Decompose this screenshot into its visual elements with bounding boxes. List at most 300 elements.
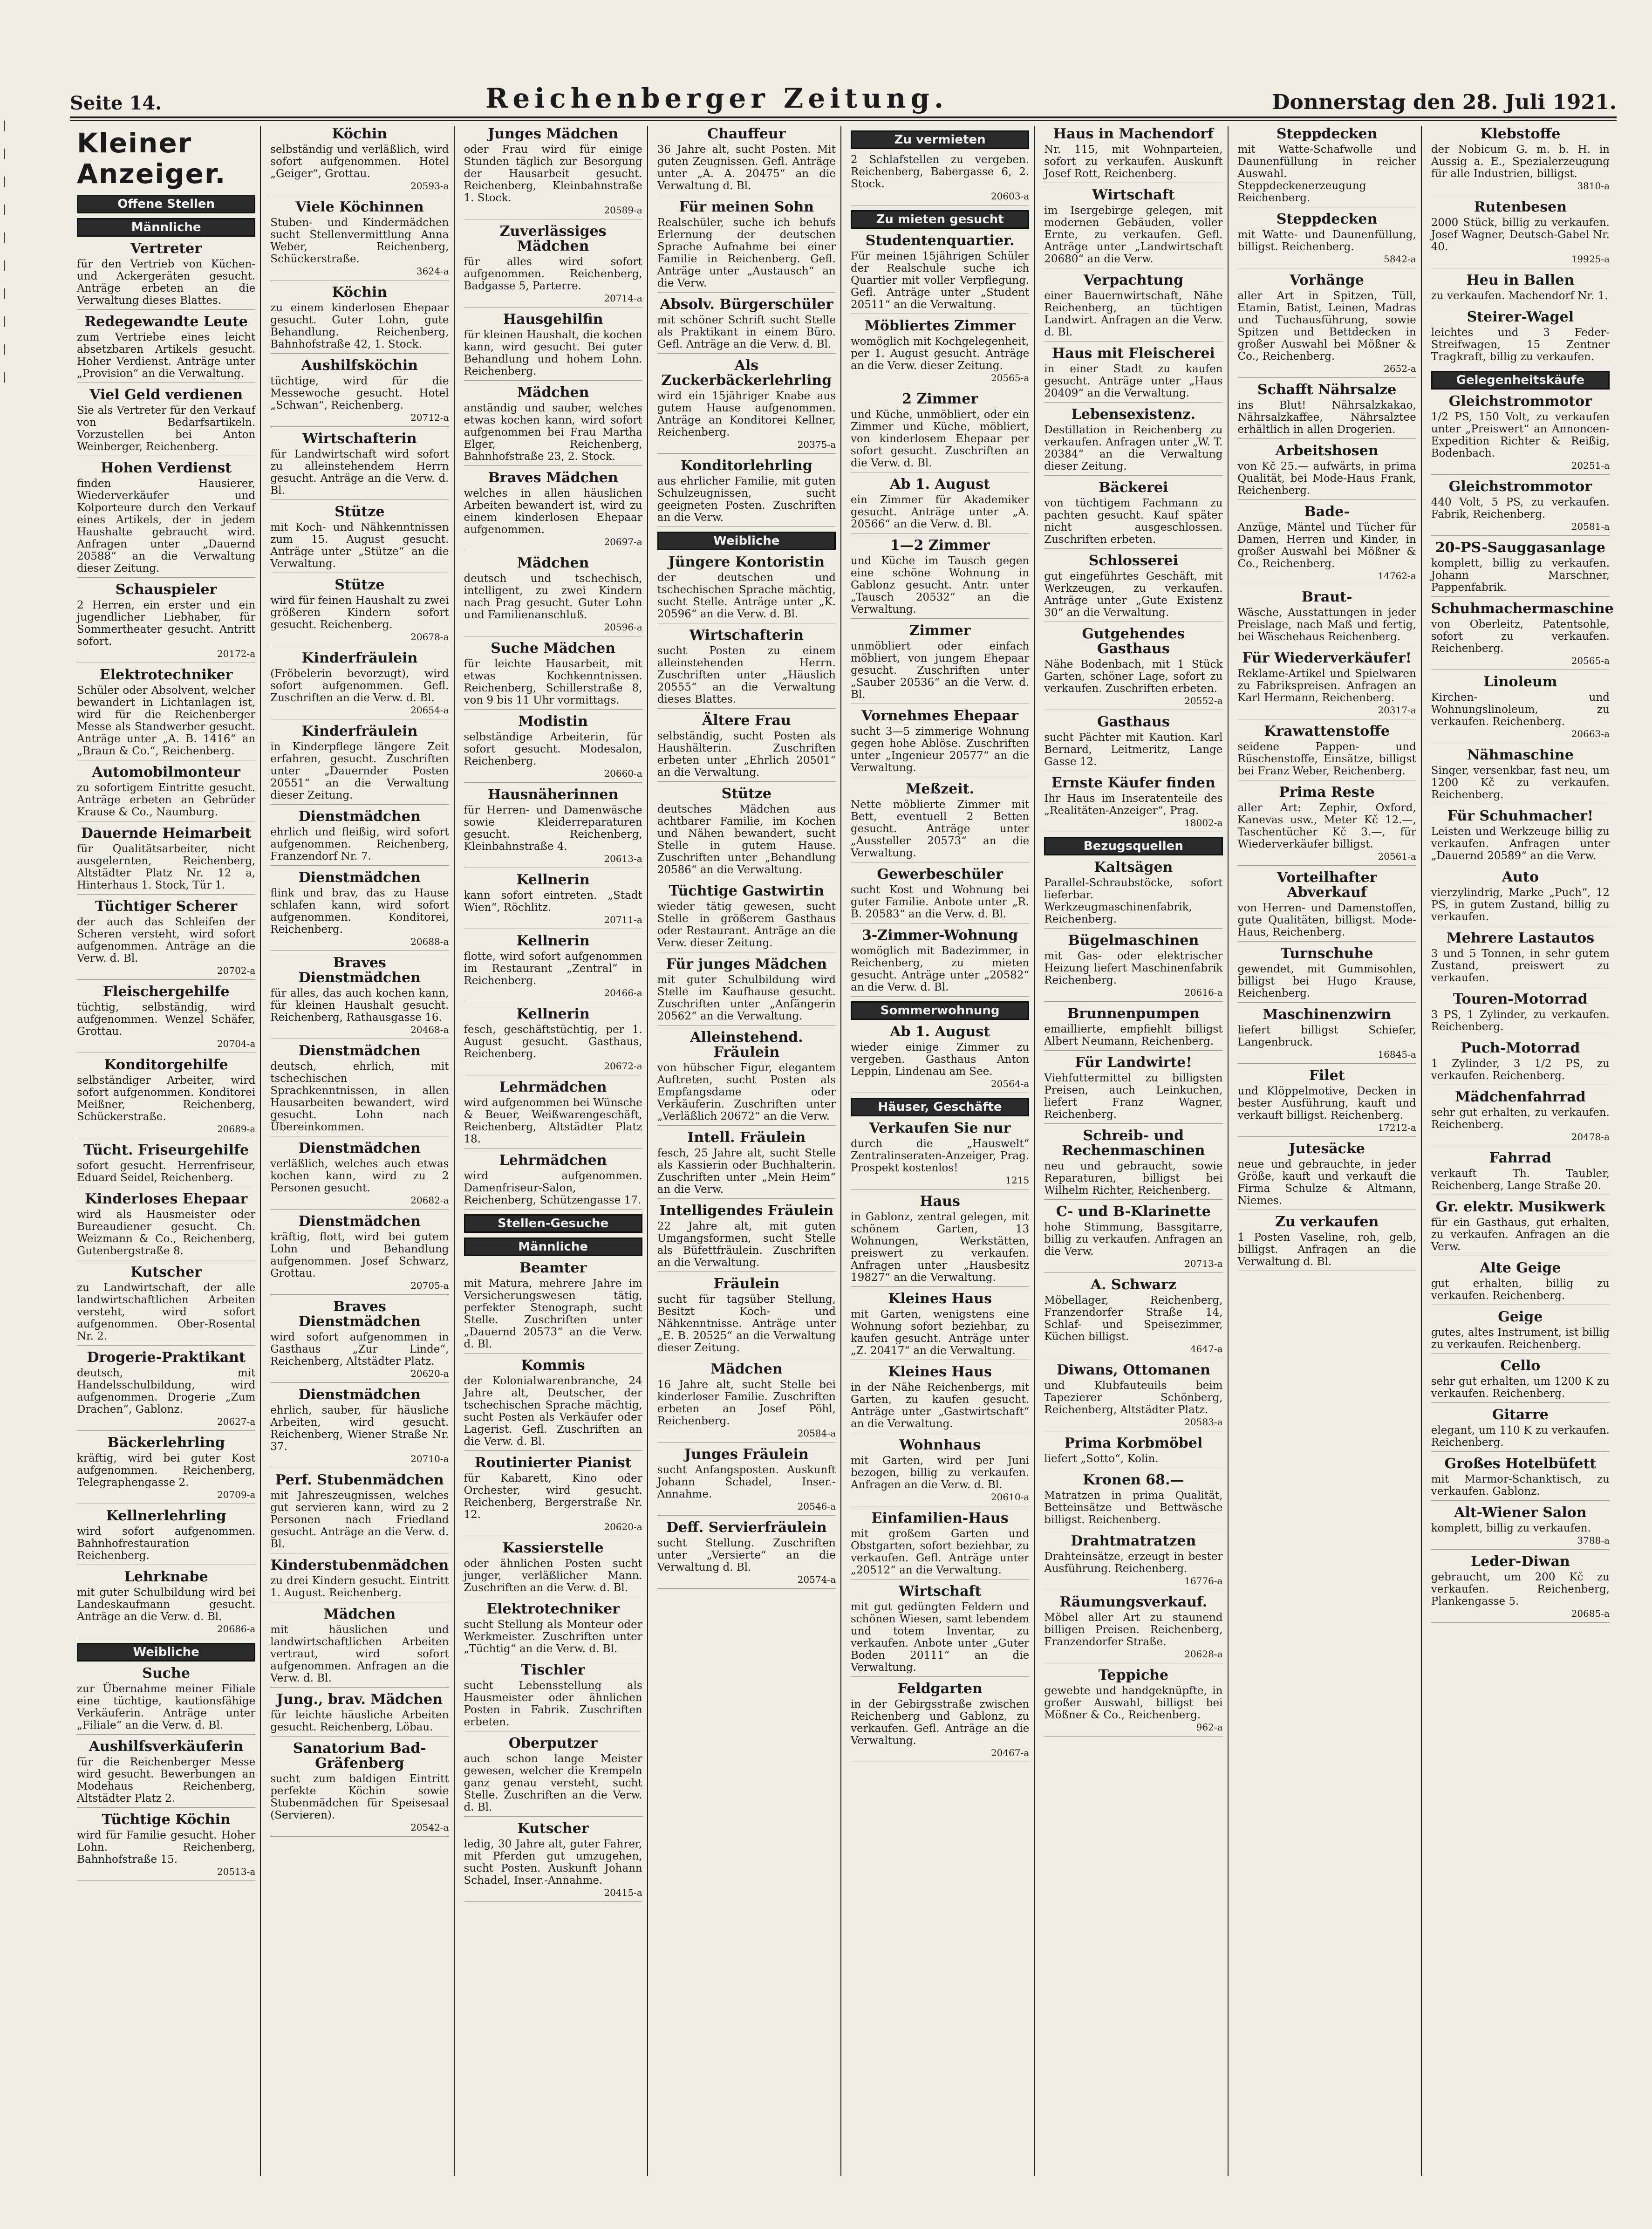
ad-code: 16776-a: [1184, 1575, 1223, 1586]
ad-body: zu Landwirtschaft, der alle landwirtschaftlichen Arbeiten versteht, wird sofort aufgenommen. Ober-Rosental Nr. 2.: [77, 1282, 256, 1342]
ad-body: mit gut gedüngten Feldern und schönen Wiesen, samt lebendem und totem Inventar, zu verkaufen. Anbote unter „Guter Boden 20111“ an die Verwaltung.: [851, 1601, 1030, 1674]
ad-title: Vornehmes Ehepaar: [861, 708, 1018, 724]
ad-body: für Qualitätsarbeiter, nicht ausgelernten, Reichenberg, Altstädter Platz Nr. 12 a, Hinterhaus 1. Stock, Tür 1.: [77, 843, 256, 891]
ad-title: Einfamilien-Haus: [871, 1510, 1009, 1526]
classified-ad: [1431, 1456, 1610, 1501]
classified-ad: [1044, 554, 1222, 622]
ad-body: Ihr Haus im Inseratenteile des „Realitäten-Anzeiger“, Prag.: [1044, 793, 1223, 817]
section-heading: Offene Stellen: [77, 195, 255, 213]
classified-ad: [1431, 601, 1614, 670]
ad-code: 20478-a: [1571, 1131, 1610, 1142]
ad-code: 20565-a: [1571, 655, 1610, 666]
ad-title: Braut-: [1301, 589, 1352, 605]
ad-title: Auto: [1502, 869, 1539, 885]
classified-ad: [270, 1141, 449, 1210]
ad-title: Gleichstrommotor: [1448, 393, 1592, 410]
ad-title: Elektrotechniker: [486, 1601, 620, 1617]
column: [1233, 126, 1422, 2176]
ad-body: ins Blut! Nährsalzkakao, Nährsalzkaffee, Nährsalztee erhältlich in allen Drogerien.: [1237, 399, 1416, 436]
column: [653, 126, 841, 2176]
ad-title: Kronen 68.—: [1083, 1472, 1184, 1488]
ad-body: Nähe Bodenbach, mit 1 Stück Garten, schöner Lage, sofort zu verkaufen. Zuschriften erbeten.: [1044, 658, 1223, 695]
classified-ad: [1044, 1595, 1222, 1663]
ad-title: Jung., brav. Mädchen: [276, 1691, 443, 1708]
classified-ad: [1431, 1151, 1610, 1195]
classified-ad: [1431, 540, 1610, 597]
classified-ad: [77, 899, 255, 980]
ad-body: 440 Volt, 5 PS, zu verkaufen. Fabrik, Reichenberg.: [1431, 496, 1610, 520]
ad-columns: [72, 126, 1614, 2176]
ad-title: Modistin: [518, 713, 588, 730]
ad-title: Gr. elektr. Musikwerk: [1435, 1199, 1605, 1215]
ad-code: 19925-a: [1571, 253, 1610, 265]
ad-title: Lehrmädchen: [499, 1079, 607, 1095]
ad-title: Haus: [920, 1193, 960, 1210]
classified-ad: [1044, 1534, 1222, 1590]
ad-body: in einer Stadt zu kaufen gesucht. Anträge unter „Haus 20409“ an die Verwaltung.: [1044, 363, 1223, 399]
ad-title: Junges Mädchen: [488, 126, 619, 142]
classified-ad: [657, 458, 836, 527]
ad-title: Kleines Haus: [888, 1364, 992, 1380]
ad-title: Dienstmädchen: [298, 1043, 421, 1059]
ad-title: Wirtschafterin: [689, 627, 804, 643]
ad-body: wird für feinen Haushalt zu zwei größeren Kindern sofort gesucht. Reichenberg.: [270, 595, 449, 631]
ad-body: sucht Pächter mit Kaution. Karl Bernard, Leitmeritz, Lange Gasse 12.: [1044, 732, 1223, 768]
ad-code: 20710-a: [410, 1453, 449, 1464]
classified-ad: [851, 1584, 1029, 1677]
ad-title: Dauernde Heimarbeit: [81, 825, 252, 841]
classified-ad: [77, 582, 255, 663]
section-heading: Männliche: [77, 218, 255, 237]
ad-title: Feldgarten: [897, 1681, 983, 1697]
classified-ad: [1431, 992, 1610, 1036]
classified-ad: [464, 224, 642, 308]
section-heading: Stellen-Gesuche: [464, 1214, 642, 1233]
classified-ad: [1044, 1128, 1222, 1200]
ad-title: Dienstmädchen: [298, 1140, 421, 1156]
ad-body: mit guter Schulbildung wird Stelle im Kaufhause gesucht. Zuschriften unter „Anfängerin 20562“ an die Verwaltung.: [657, 974, 836, 1022]
section-title: Kleiner Anzeiger.: [77, 127, 226, 190]
classified-ad: [1044, 1278, 1222, 1358]
ad-body: Nette möblierte Zimmer mit Bett, eventuell 2 Betten gesucht. Anträge unter „Aussteller 20573“ an die Verwaltung.: [851, 799, 1030, 859]
ad-body: Parallel-Schraubstöcke, sofort lieferbar. Werkzeugmaschinenfabrik, Reichenberg.: [1044, 877, 1223, 925]
classified-ad: [270, 724, 449, 805]
classified-ad: [1044, 1363, 1222, 1431]
classified-ad: [851, 1025, 1029, 1093]
classified-ad: [77, 1436, 255, 1504]
section-heading: Weibliche: [77, 1643, 255, 1661]
ad-body: gebraucht, um 200 Kč zu verkaufen. Reichenberg, Plankengasse 5.: [1431, 1571, 1610, 1607]
ad-code: 20628-a: [1184, 1648, 1223, 1660]
ad-title: Bügelmaschinen: [1068, 932, 1199, 949]
ad-body: sucht für tagsüber Stellung, Besitzt Koch- und Nähkenntnisse. Anträge unter „E. B. 20525“ an die Verwaltung dieser Zeitung.: [657, 1293, 836, 1354]
ad-body: hohe Stimmung, Bassgitarre, billig zu verkaufen. Anfragen an die Verw.: [1044, 1221, 1223, 1258]
ad-body: Möbellager, Reichenberg, Franzendorfer Straße 14, Schlaf- und Speisezimmer, Küchen billigst.: [1044, 1294, 1223, 1343]
classified-ad: [270, 956, 449, 1039]
classified-ad: [1044, 1473, 1222, 1529]
classified-ad: [77, 1058, 255, 1138]
ad-title: Hausnäherinnen: [487, 786, 619, 803]
ad-body: womöglich mit Kochgelegenheit, per 1. August gesucht. Anträge an die Verw. dieser Zeitung.: [851, 335, 1030, 372]
ad-body: sehr gut erhalten, um 1200 K zu verkaufen. Reichenberg.: [1431, 1375, 1610, 1400]
ad-body: deutsch und tschechisch, intelligent, zu zwei Kindern nach Prag gesucht. Guter Lohn und Familienanschluß.: [464, 573, 642, 621]
ad-title: Stütze: [334, 504, 385, 520]
ad-title: Touren-Motorrad: [1453, 991, 1588, 1007]
classified-ad: [657, 1520, 836, 1589]
column: [846, 126, 1035, 2176]
ad-body: für Herren- und Damenwäsche sowie Kleiderreparaturen gesucht. Reichenberg, Kleinbahnstraße 4.: [464, 804, 642, 853]
ad-title: Elektrotechniker: [99, 667, 233, 683]
classified-ad: [1044, 407, 1222, 476]
ad-code: 20686-a: [217, 1623, 256, 1634]
classified-ad: [657, 1030, 836, 1126]
ad-body: oder ähnlichen Posten sucht junger, verläßlicher Mann. Zuschriften an die Verw. d. Bl.: [464, 1558, 642, 1594]
classified-ad: [1238, 651, 1416, 719]
ad-title: Ab 1. August: [890, 1024, 990, 1040]
ad-code: 20660-a: [604, 768, 642, 779]
ad-body: mit großem Garten und Obstgarten, sofort beziehbar, zu verkaufen. Gefl. Anträge unter „20512“ an die Verwaltung.: [851, 1528, 1030, 1576]
ad-title: Fräulein: [713, 1276, 780, 1292]
ad-title: Kaltsägen: [1094, 859, 1173, 875]
classified-ad: [270, 1607, 449, 1688]
ad-body: für ein Gasthaus, gut erhalten, zu verkaufen. Anfragen an die Verw.: [1431, 1217, 1610, 1253]
classified-ad: [657, 713, 836, 782]
ad-body: Realschüler, suche ich behufs Erlernung der deutschen Sprache Aufnahme bei einer Familie in Reichenberg. Gefl. Anträge unter „Austausch“ an die Verw.: [657, 217, 836, 289]
ad-title: Dienstmädchen: [298, 1387, 421, 1403]
ad-body: sehr gut erhalten, zu verkaufen. Reichenberg.: [1431, 1107, 1610, 1131]
ad-code: 20685-a: [1571, 1608, 1610, 1619]
ad-title: Schuhmachermaschine: [1431, 601, 1614, 617]
ad-title: Haus in Machendorf: [1053, 126, 1214, 142]
classified-ad: [270, 358, 449, 427]
ad-code: 20678-a: [410, 631, 449, 643]
issue-date: Donnerstag den 28. Juli 1921.: [1272, 90, 1617, 114]
classified-ad: [464, 1541, 642, 1597]
ad-body: emaillierte, empfiehlt billigst Albert Neumann, Reichenberg.: [1044, 1023, 1223, 1047]
ad-body: elegant, um 110 K zu verkaufen. Reichenberg.: [1431, 1424, 1610, 1449]
ad-body: sucht zum baldigen Eintritt perfekte Köchin sowie Stubenmädchen für Speisesaal (Servieren).: [270, 1773, 449, 1821]
ad-code: 14762-a: [1378, 570, 1416, 581]
ad-body: leichtes und 3 Feder-Streifwagen, 15 Zentner Tragkraft, billig zu verkaufen.: [1431, 327, 1610, 363]
ad-title: Intell. Fräulein: [687, 1129, 806, 1146]
classified-ad: [270, 505, 449, 573]
ad-body: sucht Kost und Wohnung bei guter Familie. Anbote unter „R. B. 20583“ an die Verw. d. Bl.: [851, 884, 1030, 920]
classified-ad: [1044, 776, 1222, 832]
ad-title: Automobilmonteur: [92, 764, 240, 780]
ad-body: neu und gebraucht, sowie Reparaturen, billigst bei Wilhelm Richter, Reichenberg.: [1044, 1160, 1223, 1197]
ad-title: Kellnerin: [516, 1006, 590, 1022]
ad-body: zu sofortigem Eintritte gesucht. Anträge erbeten an Gebrüder Krause & Co., Naumburg.: [77, 782, 256, 818]
classified-ad: [1431, 809, 1610, 865]
ad-title: Suche Mädchen: [491, 640, 615, 656]
classified-ad: [77, 765, 255, 821]
ad-title: Für Wiederverkäufer!: [1242, 650, 1412, 666]
ad-title: Braves Dienstmädchen: [298, 955, 421, 986]
ad-body: wird aufgenommen bei Wünsche & Beuer, Weißwarengeschäft, Reichenberg, Altstädter Platz 18.: [464, 1097, 642, 1145]
classified-ad: [1044, 127, 1222, 183]
ad-code: 20468-a: [410, 1024, 449, 1035]
ad-body: sofort gesucht. Herrenfriseur, Eduard Seidel, Reichenberg.: [77, 1160, 256, 1184]
classified-ad: [851, 538, 1029, 619]
classified-ad: [657, 884, 836, 952]
ad-code: 20672-a: [604, 1060, 642, 1072]
ad-body: zu verkaufen. Machendorf Nr. 1.: [1431, 290, 1608, 302]
ad-code: 20709-a: [217, 1489, 256, 1500]
classified-ad: [270, 809, 449, 866]
ad-title: Braves Mädchen: [488, 470, 618, 486]
ad-body: selbständig und verläßlich, wird sofort aufgenommen. Hotel „Geiger“, Grottau.: [270, 144, 449, 180]
ad-title: Maschinenzwirn: [1263, 1006, 1391, 1023]
ad-title: Prima Reste: [1279, 784, 1375, 800]
ad-code: 20172-a: [217, 648, 256, 659]
ad-title: Zimmer: [909, 622, 971, 639]
ad-title: Jüngere Kontoristin: [668, 554, 825, 570]
ad-title: 2 Zimmer: [902, 391, 978, 407]
classified-ad: [1431, 273, 1610, 305]
ad-title: Kinderfräulein: [301, 723, 418, 739]
ad-body: 3 PS, 1 Zylinder, zu verkaufen. Reichenberg.: [1431, 1009, 1610, 1033]
ad-body: von Kč 25.— aufwärts, in prima Qualität, bei Mode-Haus Frank, Reichenberg.: [1237, 460, 1416, 497]
ad-title: Alte Geige: [1480, 1260, 1561, 1276]
ad-code: 20552-a: [1184, 695, 1223, 706]
ad-title: Rutenbesen: [1474, 199, 1567, 215]
classified-ad: [464, 1663, 642, 1731]
section-heading: Bezugsquellen: [1044, 837, 1222, 855]
classified-ad: [270, 431, 449, 500]
ad-body: tüchtig, selbständig, wird aufgenommen. Wenzel Schäfer, Grottau.: [77, 1001, 256, 1038]
classified-ad: [657, 1277, 836, 1357]
classified-ad: [1238, 785, 1416, 866]
ad-title: Schreib- und Rechenmaschinen: [1062, 1128, 1205, 1159]
ad-code: 20564-a: [990, 1078, 1030, 1089]
ad-body: im Isergebirge gelegen, mit modernen Gebäuden, voller Ernte, zu verkaufen. Gefl. Anträge unter „Landwirtschaft 20680“ an die Verw.: [1044, 205, 1223, 265]
classified-ad: [657, 1203, 836, 1272]
classified-ad: [1431, 931, 1610, 987]
ad-title: Schauspieler: [115, 581, 217, 598]
ad-code: 3624-a: [416, 266, 449, 277]
ad-body: Drahteinsätze, erzeugt in bester Ausführung. Reichenberg.: [1044, 1551, 1223, 1575]
ad-body: mit Matura, mehrere Jahre im Versicherungswesen tätig, perfekter Stenograph, sucht Stelle. Zuschriften unter „Dauernd 20573“ an die Verw. d. Bl.: [464, 1278, 642, 1350]
classified-ad: [1238, 444, 1416, 500]
classified-ad: [77, 315, 255, 383]
ad-body: Stuben- und Kindermädchen sucht Stellenvermittlung Anna Weber, Reichenberg, Schückerstraße.: [270, 217, 449, 265]
ad-title: Linoleum: [1483, 674, 1557, 690]
ad-title: Turnschuhe: [1280, 945, 1373, 962]
classified-ad: [270, 1741, 449, 1837]
classified-ad: [270, 200, 449, 280]
ad-code: 20466-a: [604, 987, 642, 998]
classified-ad: [1044, 1055, 1222, 1124]
classified-ad: [1044, 1436, 1222, 1468]
ad-body: gewendet, mit Gummisohlen, billigst bei Hugo Krause, Reichenberg.: [1237, 963, 1416, 999]
ad-title: Verkaufen Sie nur: [869, 1120, 1011, 1136]
ad-body: finden Hausierer, Wiederverkäufer und Kolporteure durch den Verkauf eines Artikels, der in jedem Haushalte gebraucht wird. Anfragen unter „Dauernd 20588“ an die Verwaltung dieser Zeitung.: [77, 478, 256, 574]
column: [459, 126, 648, 2176]
ad-title: Tischler: [521, 1662, 585, 1678]
classified-ad: [851, 1121, 1029, 1190]
classified-ad: [464, 1821, 642, 1902]
ad-title: Geige: [1498, 1309, 1543, 1325]
ad-code: 20704-a: [217, 1038, 256, 1049]
classified-ad: [851, 1292, 1029, 1360]
classified-ad: [1431, 1359, 1610, 1403]
classified-ad: [657, 297, 836, 354]
classified-ad: [1431, 479, 1610, 536]
ad-body: gewebte und handgeknüpfte, in großer Auswahl, billigst bei Mößner & Co., Reichenberg.: [1044, 1685, 1223, 1721]
ad-body: wird ein 15jähriger Knabe aus gutem Hause aufgenommen. Anträge an Konditorei Kellner, Reichenberg.: [657, 390, 836, 438]
ad-title: Diwans, Ottomanen: [1056, 1362, 1210, 1378]
classified-ad: [1044, 188, 1222, 268]
classified-ad: [851, 477, 1029, 533]
ad-body: deutsches Mädchen aus achtbarer Familie, im Kochen und Nähen bewandert, sucht Stelle in gutem Hause. Zuschriften unter „Behandlung 20586“ an die Verwaltung.: [657, 803, 836, 876]
ad-body: und Klöppelmotive, Decken in bester Ausführung, kauft und verkauft billigst. Reichenberg.: [1237, 1085, 1416, 1121]
ad-title: Steppdecken: [1276, 211, 1378, 227]
ad-body: von Herren- und Damenstoffen, gute Qualitäten, billigst. Mode-Haus, Reichenberg.: [1237, 902, 1416, 938]
classified-ad: [77, 461, 255, 578]
classified-ad: [270, 285, 449, 354]
ad-body: der Kolonialwarenbranche, 24 Jahre alt, Deutscher, der tschechischen Sprache mächtig, sucht Posten als Verkäufer oder Lagerist. Gefl. Zuschriften an die Verw. d. Bl.: [464, 1375, 642, 1448]
ad-title: Leder-Diwan: [1470, 1553, 1570, 1570]
ad-code: 20654-a: [410, 704, 449, 716]
ad-title: Lehrknabe: [124, 1569, 208, 1585]
ad-body: sucht Stellung als Monteur oder Werkmeister. Zuschriften unter „Tüchtig“ an die Verw. d. Bl.: [464, 1619, 642, 1655]
ad-title: Mädchen: [517, 555, 589, 571]
ad-body: einer Bauernwirtschaft, Nähe Reichenberg, an tüchtigen Landwirt. Anfragen an die Verw. d. Bl.: [1044, 290, 1223, 338]
ad-body: zu einem kinderlosen Ehepaar gesucht. Guter Lohn, gute Behandlung. Reichenberg, Bahnhofstraße 42, 1. Stock.: [270, 302, 449, 350]
column: [1427, 126, 1614, 2176]
section-heading: Gelegenheitskäufe: [1431, 371, 1610, 390]
ad-code: 20616-a: [1184, 987, 1223, 998]
ad-title: Schafft Nährsalze: [1257, 382, 1397, 398]
ad-title: Jutesäcke: [1289, 1141, 1365, 1157]
ad-code: 20663-a: [1571, 728, 1610, 739]
ad-code: 3810-a: [1577, 180, 1610, 191]
ad-code: 3788-a: [1577, 1535, 1610, 1546]
ad-title: Wirtschaft: [1092, 187, 1175, 203]
ad-body: Kirchen- und Wohnungslinoleum, zu verkaufen. Reichenberg.: [1431, 691, 1610, 728]
classified-ad: [1431, 1408, 1610, 1452]
ad-title: Arbeitshosen: [1275, 443, 1379, 459]
ad-title: Kinderfräulein: [301, 650, 418, 666]
classified-ad: [77, 388, 255, 456]
ad-title: Chauffeur: [707, 126, 786, 142]
ad-body: wird sofort aufgenommen in Gasthaus „Zur Linde“, Reichenberg, Altstädter Platz.: [270, 1331, 449, 1367]
classified-ad: [1044, 346, 1222, 403]
ad-body: von tüchtigem Fachmann zu pachten gesucht. Kauf später nicht ausgeschlossen. Zuschriften erbeten.: [1044, 497, 1223, 546]
ad-body: tüchtige, wird für die Messewoche gesucht. Hotel „Schwan“, Reichenberg.: [270, 375, 449, 411]
header-rule: [70, 116, 1617, 118]
ad-code: 20415-a: [604, 1887, 642, 1898]
ad-body: seidene Pappen- und Rüschenstoffe, Einsätze, billigst bei Franz Weber, Reichenberg.: [1237, 741, 1416, 777]
ad-title: Gutgehendes Gasthaus: [1082, 626, 1185, 657]
classified-ad: [464, 312, 642, 381]
ad-code: 20603-a: [990, 191, 1030, 202]
ad-body: unmöbliert oder einfach möbliert, von jungem Ehepaar gesucht. Zuschriften unter „Sauber 20536“ an die Verw. d. Bl.: [851, 640, 1030, 701]
ad-title: Mädchenfahrrad: [1454, 1089, 1586, 1105]
ad-code: 5842-a: [1384, 253, 1416, 265]
ad-body: mit Gas- oder elektrischer Heizung liefert Maschinenfabrik Reichenberg.: [1044, 950, 1223, 986]
ad-title: Alleinstehend. Fräulein: [690, 1029, 803, 1060]
classified-ad: [77, 826, 255, 895]
classified-ad: [851, 623, 1029, 704]
ad-body: mit Garten, wird per Juni bezogen, billig zu verkaufen. Anfragen an die Verw. d. Bl.: [851, 1455, 1030, 1491]
classified-ad: [1238, 127, 1416, 207]
ad-body: ein Zimmer für Akademiker gesucht. Anträge unter „A. 20566“ an die Verw. d. Bl.: [851, 494, 1030, 530]
ad-body: ehrlich und fleißig, wird sofort aufgenommen. Reichenberg, Franzendorf Nr. 7.: [270, 826, 449, 862]
ad-code: 20574-a: [797, 1574, 836, 1585]
classified-ad: [77, 1666, 255, 1735]
ad-title: Studentenquartier.: [865, 232, 1015, 249]
ad-title: Für meinen Sohn: [679, 199, 814, 215]
classified-ad: [1238, 590, 1416, 646]
ad-body: in der Gebirgsstraße zwischen Reichenberg und Gablonz, zu verkaufen. Gefl. Anträge an die Verwaltung.: [851, 1698, 1030, 1747]
classified-ad: [1238, 946, 1416, 1003]
ad-body: Möbel aller Art zu staunend billigen Preisen. Reichenberg, Franzendorfer Straße.: [1044, 1612, 1223, 1648]
ad-code: 4647-a: [1190, 1343, 1223, 1354]
classified-ad: [1044, 1668, 1222, 1737]
ad-title: 3-Zimmer-Wohnung: [861, 927, 1018, 944]
classified-ad: [1238, 1215, 1416, 1271]
classified-ad: [1431, 1090, 1610, 1146]
classified-ad: [464, 1602, 642, 1658]
ad-title: Steirer-Wagel: [1467, 309, 1574, 325]
ad-body: kann sofort eintreten. „Stadt Wien“, Röchlitz.: [464, 889, 642, 914]
ad-body: für leichte Hausarbeit, mit etwas Kochkenntnissen. Reichenberg, Schillerstraße 8, von 9 bis 11 Uhr vormittags.: [464, 658, 642, 706]
ad-body: Reklame-Artikel und Spielwaren zu Fabrikspreisen. Anfragen an Karl Hermann, Reichenberg.: [1237, 668, 1416, 704]
classified-ad: [77, 1509, 255, 1565]
ad-body: aus ehrlicher Familie, mit guten Schulzeugnissen, sucht geeigneten Posten. Zuschriften an die Verw.: [657, 475, 836, 524]
ad-body: für kleinen Haushalt, die kochen kann, wird gesucht. Bei guter Behandlung und hohem Lohn. Reichenberg.: [464, 329, 642, 377]
ad-title: Junges Fräulein: [684, 1446, 809, 1463]
ad-title: Sanatorium Bad-Gräfenberg: [293, 1740, 426, 1771]
ad-body: 2000 Stück, billig zu verkaufen. Josef Wagner, Deutsch-Gabel Nr. 40.: [1431, 217, 1610, 253]
ad-body: auch schon lange Meister gewesen, welcher die Krempeln ganz genau versteht, sucht Stelle. Zuschriften an die Verw. d. Bl.: [464, 1753, 642, 1813]
classified-ad: [1431, 1261, 1610, 1305]
classified-ad: [657, 200, 836, 293]
ad-title: Schlosserei: [1088, 553, 1179, 569]
classified-ad: [270, 1044, 449, 1136]
ad-code: 2652-a: [1384, 363, 1416, 374]
classified-ad: [270, 1299, 449, 1383]
ad-body: 2 Herren, ein erster und ein jugendlicher Liebhaber, für Sommertheater gesucht. Antritt sofort.: [77, 599, 256, 648]
ad-code: 20613-a: [604, 853, 642, 864]
ad-title: Mädchen: [517, 384, 589, 401]
ad-title: Nähmaschine: [1467, 747, 1574, 763]
ad-body: in der Nähe Reichenbergs, mit Garten, zu kaufen gesucht. Anträge unter „Gastwirtschaft“ an die Verwaltung.: [851, 1381, 1030, 1430]
classified-ad: [851, 1438, 1029, 1506]
ad-title: Krawattenstoffe: [1264, 723, 1390, 739]
ad-body: zum Vertriebe eines leicht absetzbaren Artikels gesucht. Hoher Verdienst. Anträge unter „Provision“ an die Verwaltung.: [77, 331, 256, 380]
classified-ad: [270, 578, 449, 646]
classified-ad: [1044, 273, 1222, 342]
ad-code: 20697-a: [604, 536, 642, 547]
ad-title: Wirtschafterin: [302, 431, 417, 447]
ad-body: ehrlich, sauber, für häusliche Arbeiten, wird gesucht. Reichenberg, Wiener Straße Nr. 37.: [270, 1404, 449, 1453]
masthead: [70, 82, 1617, 114]
ad-body: welches in allen häuslichen Arbeiten bewandert ist, wird zu einem kinderlosen Ehepaar aufgenommen.: [464, 487, 642, 536]
ad-title: Bade-: [1304, 504, 1350, 520]
ad-body: selbständiger Arbeiter, wird sofort aufgenommen. Konditorei Meißner, Reichenberg, Schückerstraße.: [77, 1074, 256, 1123]
ad-title: Großes Hotelbüfett: [1444, 1456, 1597, 1472]
section-heading: Weibliche: [657, 532, 836, 550]
ad-body: mit Koch- und Nähkenntnissen zum 15. August gesucht. Anträge unter „Stütze“ an die Verwaltung.: [270, 521, 449, 570]
classified-ad: [464, 556, 642, 636]
ad-body: sucht 3—5 zimmerige Wohnung gegen hohe Ablöse. Zuschriften unter „Ingenieur 20577“ an die Verwaltung.: [851, 725, 1030, 774]
ad-title: Bäckerei: [1099, 479, 1168, 496]
ad-code: 20705-a: [410, 1280, 449, 1291]
classified-ad: [851, 233, 1029, 314]
ad-body: 2 Schlafstellen zu vergeben. Reichenberg, Babergasse 6, 2. Stock.: [851, 154, 1030, 190]
